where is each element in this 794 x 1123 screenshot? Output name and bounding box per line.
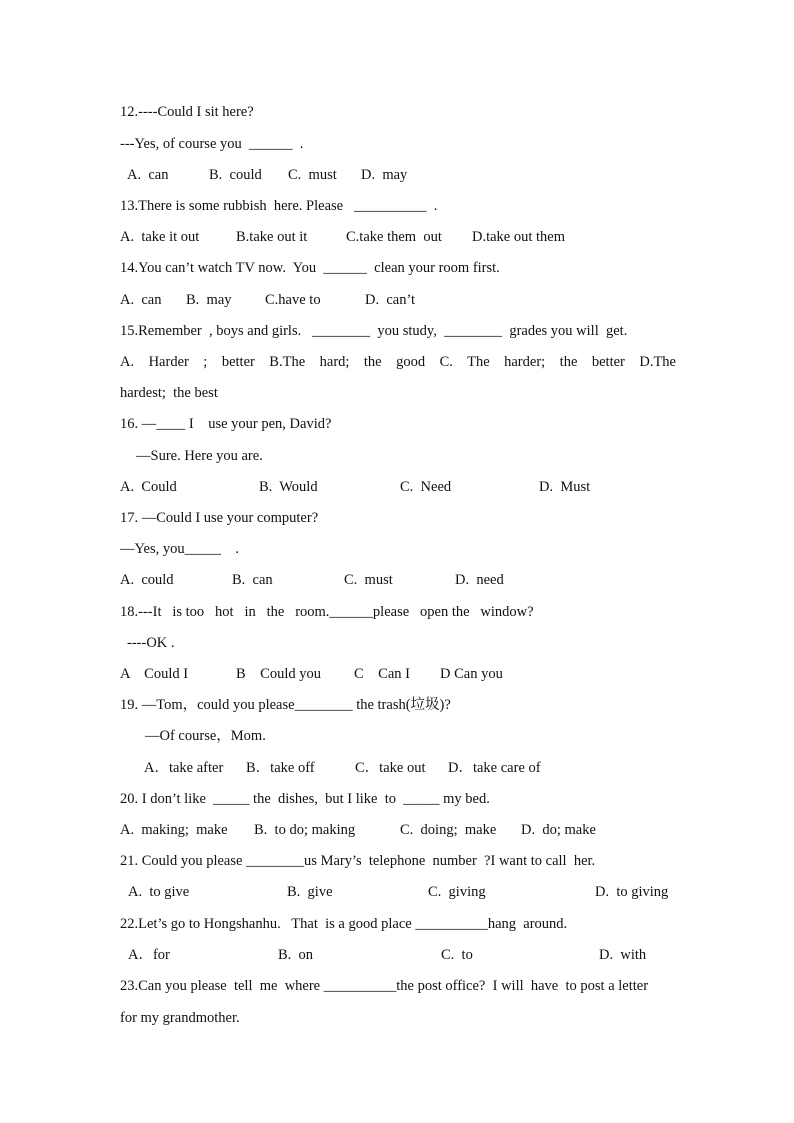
q19-reply: —Of course，Mom. bbox=[145, 728, 266, 744]
option-a: A. Could bbox=[120, 479, 177, 495]
q15-stem: 15.Remember , boys and girls. ________ you study, ________ grades you will get. bbox=[120, 323, 628, 339]
option-d: D.take out them bbox=[472, 229, 566, 245]
option-c: C. doing; make bbox=[400, 822, 497, 838]
q16-options bbox=[120, 477, 676, 497]
q13-stem: 13.There is some rubbish here. Please __________ . bbox=[120, 198, 438, 214]
option-b: B Could you bbox=[236, 666, 321, 682]
option-c: C. must bbox=[344, 572, 393, 588]
option-c: C. giving bbox=[428, 884, 486, 900]
q19-stem: 19. —Tom，could you please________ the trash(垃圾)? bbox=[120, 697, 451, 713]
option-a: A．for bbox=[128, 947, 170, 963]
option-d: D. with bbox=[599, 947, 647, 963]
q17-reply: —Yes, you_____ . bbox=[120, 541, 239, 557]
option-a: A. to give bbox=[128, 884, 190, 900]
q19-options bbox=[120, 758, 676, 778]
option-d: D. need bbox=[455, 572, 504, 588]
q21-options bbox=[120, 882, 676, 902]
q13-options bbox=[120, 227, 676, 247]
option-b: B. could bbox=[209, 167, 262, 183]
option-c: C．take out bbox=[355, 760, 426, 776]
option-d: D. Must bbox=[539, 479, 591, 495]
option-a: A. making; make bbox=[120, 822, 228, 838]
option-a: A. can bbox=[120, 292, 162, 308]
option-b: B. Would bbox=[259, 479, 318, 495]
option-c: C Can I bbox=[354, 666, 410, 682]
q23-stem-line1: 23.Can you please tell me where __________the post office? I will have to post a letter bbox=[120, 978, 649, 994]
option-c: C. to bbox=[441, 947, 473, 963]
q17-options bbox=[120, 570, 676, 590]
q16-reply: —Sure. Here you are. bbox=[136, 448, 263, 464]
option-a: A. could bbox=[120, 572, 174, 588]
option-d: D. to giving bbox=[595, 884, 669, 900]
option-b: B.take out it bbox=[236, 229, 308, 245]
option-a: A Could I bbox=[120, 666, 189, 682]
option-a: A. take it out bbox=[120, 229, 200, 245]
option-c: C. must bbox=[288, 167, 337, 183]
option-a: A．take after bbox=[144, 760, 224, 776]
q14-stem: 14.You can’t watch TV now. You ______ clean your room first. bbox=[120, 260, 500, 276]
option-d: D Can you bbox=[440, 666, 503, 682]
q17-stem: 17. —Could I use your computer? bbox=[120, 510, 319, 526]
option-d: D. can’t bbox=[365, 292, 416, 308]
q23-stem-line2: for my grandmother. bbox=[120, 1010, 240, 1026]
q12-stem: 12.----Could I sit here? bbox=[120, 104, 254, 120]
q21-stem: 21. Could you please ________us Mary’s telephone number ?I want to call her. bbox=[120, 853, 596, 869]
option-b: B. to do; making bbox=[254, 822, 356, 838]
q15-options-line2: hardest; the best bbox=[120, 385, 218, 401]
q22-options bbox=[120, 945, 676, 965]
option-b: B. on bbox=[278, 947, 314, 963]
q20-stem: 20. I don’t like _____ the dishes, but I like to _____ my bed. bbox=[120, 791, 490, 807]
option-b: B. can bbox=[232, 572, 273, 588]
option-c: C. Need bbox=[400, 479, 452, 495]
q18-reply: ----OK . bbox=[127, 635, 175, 651]
option-b: B. may bbox=[186, 292, 232, 308]
option-a: A. can bbox=[127, 167, 169, 183]
option-c: C.take them out bbox=[346, 229, 442, 245]
option-c: C.have to bbox=[265, 292, 321, 308]
option-b: B. give bbox=[287, 884, 333, 900]
q18-stem: 18.---It is too hot in the room.______please open the window? bbox=[120, 604, 534, 620]
q22-stem: 22.Let’s go to Hongshanhu. That is a good place __________hang around. bbox=[120, 916, 568, 932]
option-d: D. may bbox=[361, 167, 408, 183]
q12-reply: ---Yes, of course you ______ . bbox=[120, 136, 304, 152]
option-b: B．take off bbox=[246, 760, 315, 776]
q15-options-line1: A. Harder ; better B.The hard; the good C. The harder; the better D.The bbox=[120, 354, 676, 370]
option-d: D．take care of bbox=[448, 760, 541, 776]
q18-options bbox=[120, 664, 676, 684]
q20-options bbox=[120, 820, 676, 840]
q14-options bbox=[120, 290, 676, 310]
q16-stem: 16. —____ I use your pen, David? bbox=[120, 416, 332, 432]
q12-options bbox=[120, 165, 676, 185]
option-d: D. do; make bbox=[521, 822, 596, 838]
